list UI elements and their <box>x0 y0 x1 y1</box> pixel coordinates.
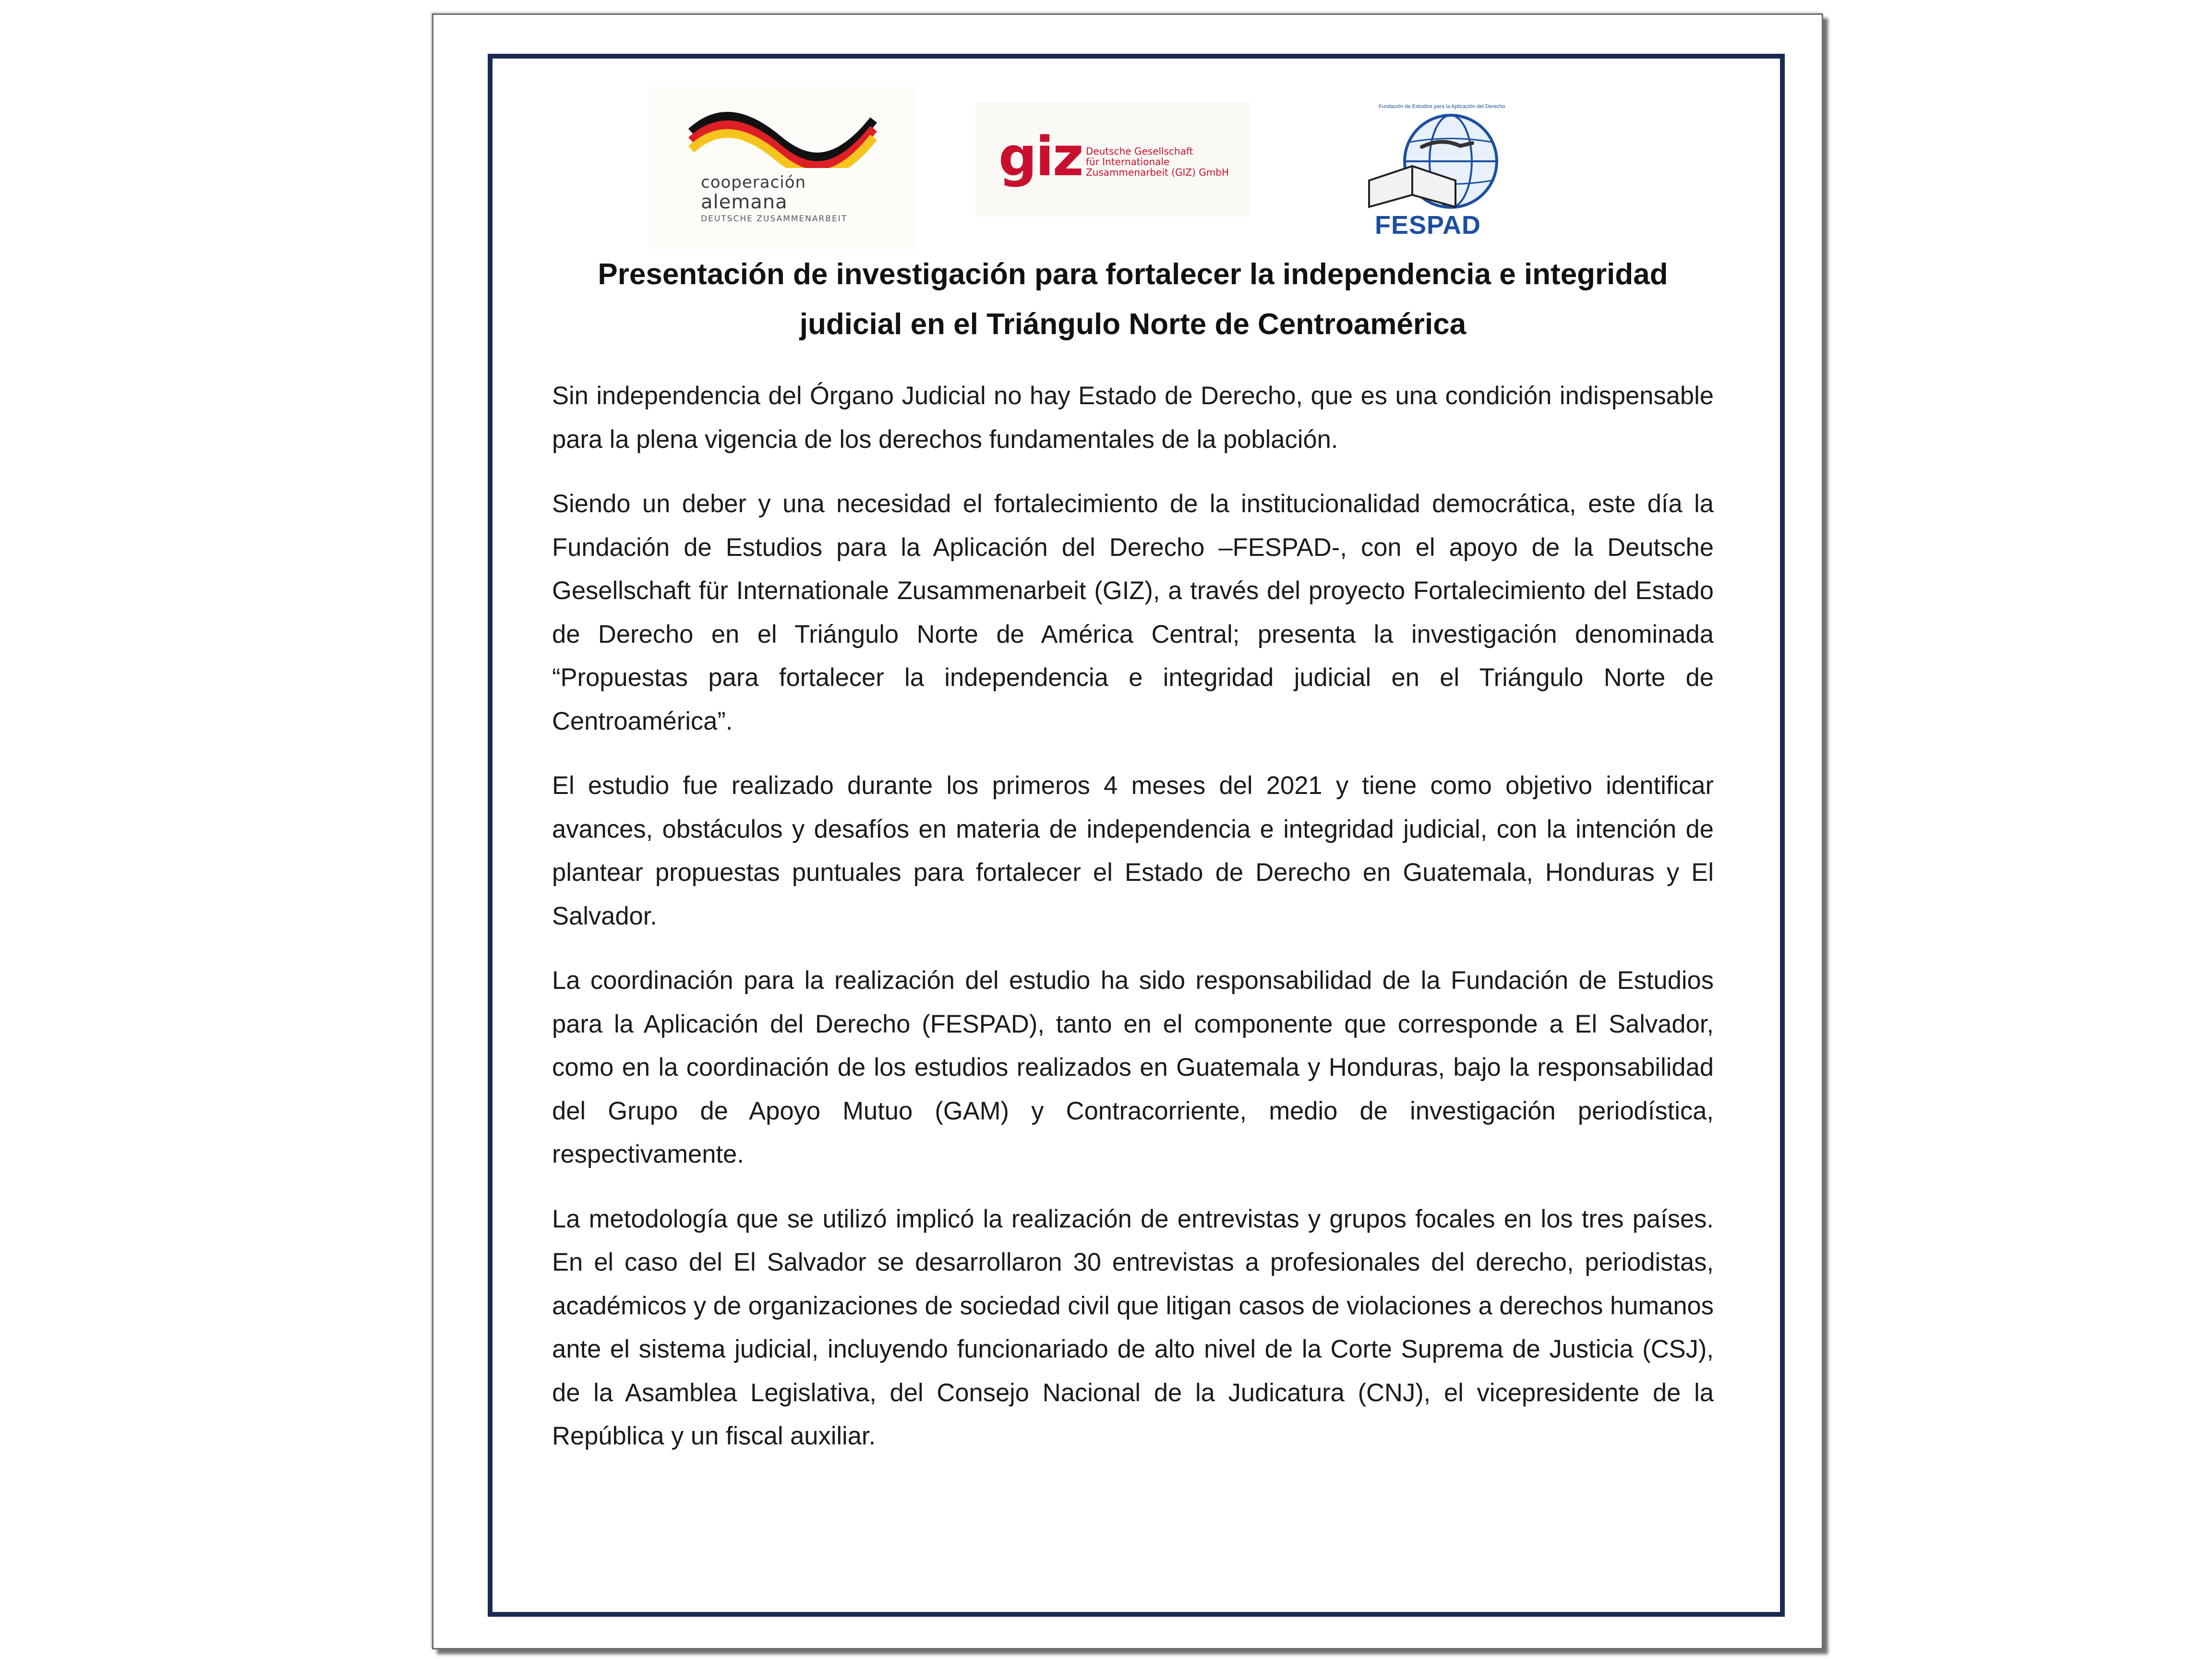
paragraph-1: Sin independencia del Órgano Judicial no hay Estado de Derecho, que es una condición indispensable para la plena vigencia de los derechos fundamentales de la población. <box>552 382 1714 454</box>
document-body <box>552 374 1714 1479</box>
cooperacion-alemana-logo <box>648 86 917 250</box>
giz-description: Deutsche Gesellschaft für Internationale Zusammenarbeit (GIZ) GmbH <box>1086 145 1229 178</box>
paragraph-5: La metodología que se utilizó implicó la realización de entrevistas y grupos focales en los tres países. En el caso del El Salvador se desarrollaron 30 entrevistas a profesionales del derecho, periodistas, académicos y de organizaciones de sociedad civil que litigan casos de violaciones a derechos humanos ante el sistema judicial, incluyendo funcionariado de alto nivel de la Corte Suprema de Justicia (CSJ), de la Asamblea Legislativa, del Consejo Nacional de la Judicatura (CNJ), el vicepresidente de la República y un fiscal auxiliar. <box>552 1204 1714 1450</box>
fespad-word: FESPAD <box>1375 211 1481 240</box>
fespad-logo <box>1359 104 1532 248</box>
logo-header <box>0 86 2212 250</box>
coop-line1: cooperación <box>701 173 806 192</box>
coop-line3: DEUTSCHE ZUSAMMENARBEIT <box>701 214 848 224</box>
paragraph-3: El estudio fue realizado durante los primeros 4 meses del 2021 y tiene como objetivo identificar avances, obstáculos y desafíos en materia de independencia e integridad judicial, con la intención de plantear propuestas puntuales para fortalecer el Estado de Derecho en Guatemala, Honduras y El Salvador. <box>552 771 1714 930</box>
globe-book-hand-icon <box>1359 108 1532 219</box>
fespad-caption: Fundación de Estudios para la Aplicación del Derecho <box>1379 104 1505 109</box>
giz-mark: giz <box>998 126 1082 188</box>
coop-line2: alemana <box>701 191 788 213</box>
german-flag-ribbon-icon <box>648 86 917 168</box>
document-title: Presentación de investigación para fortalecer la independencia e integridad judicial en el Triángulo Norte de Centroamérica <box>598 258 1668 341</box>
giz-logo <box>975 102 1249 217</box>
paragraph-2: Siendo un deber y una necesidad el fortalecimiento de la institucionalidad democrática, este día la Fundación de Estudios para la Aplicación del Derecho –FESPAD-, con el apoyo de la Deutsche Gesellschaft für Internationale Zusammenarbeit (GIZ), a través del proyecto Fortalecimiento del Estado de Derecho en el Triángulo Norte de América Central; presenta la investigación denominada “Propuestas para fortalecer la independencia e integridad judicial en el Triángulo Norte de Centroamérica”. <box>552 490 1714 735</box>
paragraph-4: La coordinación para la realización del estudio ha sido responsabilidad de la Fundación de Estudios para la Aplicación del Derecho (FESPAD), tanto en el componente que corresponde a El Salvador, como en la coordinación de los estudios realizados en Guatemala y Honduras, bajo la responsabilidad del Grupo de Apoyo Mutuo (GAM) y Contracorriente, medio de investigación periodística, respectivamente. <box>552 966 1714 1168</box>
